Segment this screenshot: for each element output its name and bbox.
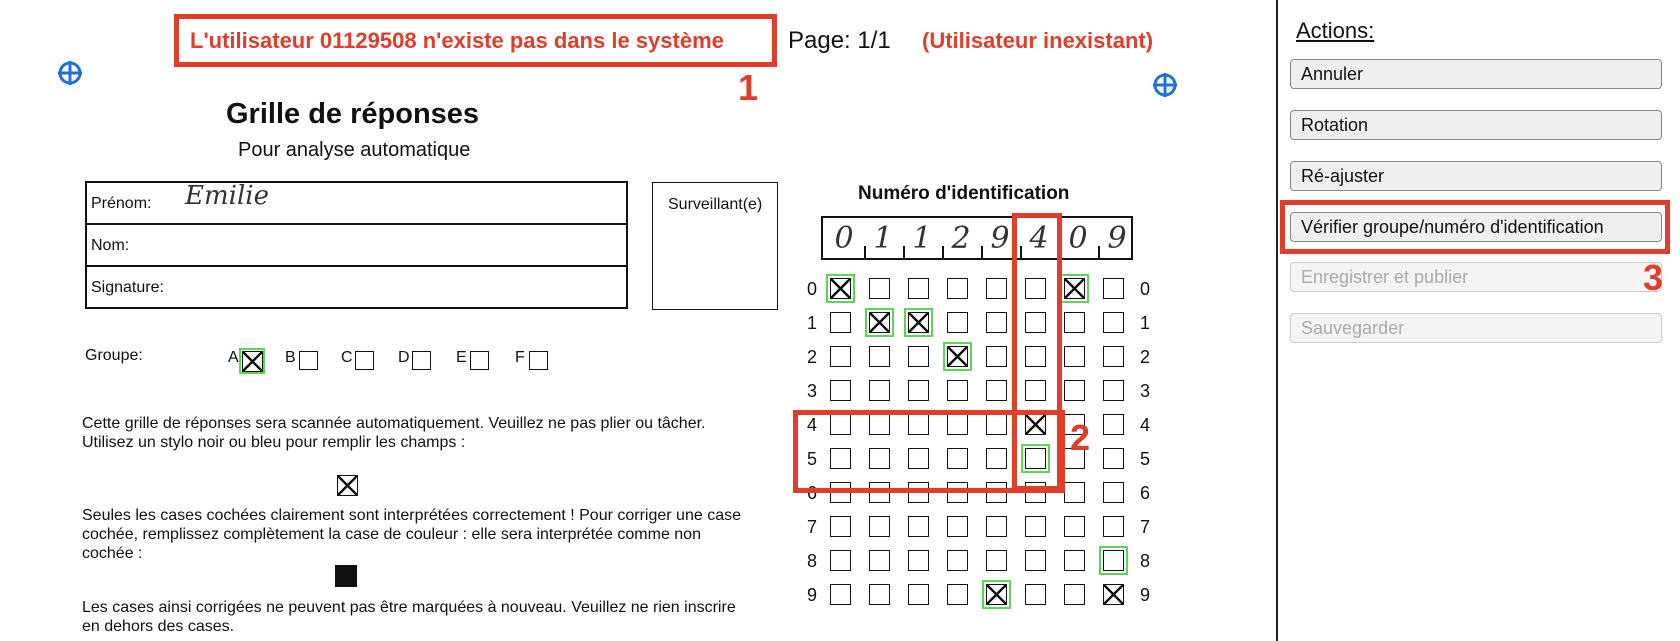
id-bubble xyxy=(869,550,890,571)
id-bubble xyxy=(1025,550,1046,571)
id-bubble xyxy=(986,312,1007,333)
detected-mark-highlight xyxy=(1099,546,1128,575)
id-bubble xyxy=(1064,380,1085,401)
id-digit: 4 xyxy=(1029,221,1049,256)
row-label: 2 xyxy=(806,347,817,367)
id-bubble xyxy=(986,550,1007,571)
status-message: (Utilisateur inexistant) xyxy=(922,28,1154,53)
instruction-line: en dehors des cases. xyxy=(82,618,235,635)
student-info-box xyxy=(85,181,628,309)
save-publish-button[interactable]: Enregistrer et publier xyxy=(1290,262,1662,292)
id-bubble xyxy=(830,516,851,537)
crosshair-icon xyxy=(57,60,83,86)
group-checkbox xyxy=(529,351,548,370)
crosshair-icon xyxy=(1152,72,1178,98)
readjust-button[interactable]: Ré-ajuster xyxy=(1290,161,1662,191)
id-digit-separator xyxy=(981,246,983,258)
sample-checked-box xyxy=(337,475,358,496)
detected-mark-highlight xyxy=(1060,274,1089,303)
row-label: 3 xyxy=(806,381,817,401)
instruction-text xyxy=(82,598,782,636)
instruction-line: cochée, remplissez complètement la case de couleur : elle sera interprétée comme non xyxy=(82,526,701,543)
prenom-row xyxy=(87,183,626,225)
id-bubble xyxy=(908,550,929,571)
id-bubble xyxy=(869,346,890,367)
sheet-subtitle: Pour analyse automatique xyxy=(238,139,471,161)
groupe-label: Groupe: xyxy=(85,347,143,364)
detected-mark-highlight xyxy=(826,274,855,303)
id-digit: 9 xyxy=(990,221,1010,256)
detected-mark-highlight xyxy=(943,342,972,371)
annotation-rows-highlight xyxy=(793,410,1065,493)
nom-row xyxy=(87,225,626,267)
group-option-label: B xyxy=(285,349,296,366)
detected-mark-highlight xyxy=(865,308,894,337)
id-bubble xyxy=(1064,550,1085,571)
id-bubble xyxy=(908,380,929,401)
id-bubble xyxy=(1103,278,1124,299)
prenom-label: Prénom: xyxy=(91,195,152,212)
id-bubble xyxy=(1064,312,1085,333)
id-digit-separator xyxy=(864,246,866,258)
row-label: 7 xyxy=(1139,517,1150,537)
id-digit: 0 xyxy=(834,221,854,256)
row-label: 4 xyxy=(806,415,817,435)
instruction-line: Utilisez un stylo noir ou bleu pour remplir les champs : xyxy=(82,434,466,451)
id-digit-separator xyxy=(1098,246,1100,258)
group-option-label: D xyxy=(398,349,410,366)
row-label: 5 xyxy=(806,449,817,469)
instruction-line: cochée : xyxy=(82,545,143,562)
id-bubble xyxy=(947,380,968,401)
id-digit: 9 xyxy=(1107,221,1127,256)
id-bubble xyxy=(1103,380,1124,401)
id-bubble xyxy=(947,584,968,605)
sheet-title: Grille de réponses xyxy=(226,98,480,130)
id-bubble xyxy=(1103,482,1124,503)
error-message: L'utilisateur 01129508 n'existe pas dans le système xyxy=(190,28,724,53)
id-bubble xyxy=(986,278,1007,299)
row-label: 9 xyxy=(806,585,817,605)
row-label: 8 xyxy=(806,551,817,571)
id-bubble xyxy=(947,550,968,571)
instruction-text xyxy=(82,414,782,452)
detected-mark-highlight xyxy=(239,348,265,374)
id-bubble xyxy=(869,380,890,401)
id-bubble xyxy=(986,346,1007,367)
group-option-label: F xyxy=(515,349,525,366)
annotation-number-2: 2 xyxy=(1070,417,1091,458)
id-bubble xyxy=(1064,516,1085,537)
save-button[interactable]: Sauvegarder xyxy=(1290,313,1662,343)
id-bubble xyxy=(908,346,929,367)
rotate-button[interactable]: Rotation xyxy=(1290,110,1662,140)
id-bubble xyxy=(908,584,929,605)
row-label: 6 xyxy=(806,483,817,503)
row-label: 0 xyxy=(1139,279,1150,299)
annotation-number-1: 1 xyxy=(738,67,759,108)
page-indicator: Page: 1/1 xyxy=(788,27,891,54)
group-checkbox xyxy=(299,351,318,370)
surveillant-label: Surveillant(e) xyxy=(668,196,763,213)
group-option-label: E xyxy=(456,349,467,366)
id-bubble xyxy=(869,584,890,605)
signature-row xyxy=(87,267,626,309)
id-bubble xyxy=(1103,516,1124,537)
signature-label: Signature: xyxy=(91,279,164,296)
instruction-text xyxy=(82,506,782,563)
id-bubble xyxy=(1064,482,1085,503)
annotation-number-3: 3 xyxy=(1643,257,1664,298)
id-title: Numéro d'identification xyxy=(858,183,1070,204)
id-bubble xyxy=(908,516,929,537)
id-bubble xyxy=(947,312,968,333)
id-bubble xyxy=(1064,346,1085,367)
id-bubble xyxy=(1025,584,1046,605)
instruction-line: Cette grille de réponses sera scannée automatiquement. Veuillez ne pas plier ou tâcher. xyxy=(82,415,706,432)
actions-panel xyxy=(1278,0,1680,641)
id-digit: 0 xyxy=(1068,221,1088,256)
detected-mark-highlight xyxy=(904,308,933,337)
verify-id-button[interactable]: Vérifier groupe/numéro d'identification xyxy=(1290,212,1662,242)
id-digit-separator xyxy=(942,246,944,258)
id-bubble-marked xyxy=(1103,584,1124,605)
row-label: 5 xyxy=(1139,449,1150,469)
row-label: 0 xyxy=(806,279,817,299)
row-label: 1 xyxy=(806,313,817,333)
id-bubble xyxy=(1025,516,1046,537)
group-option-label: A xyxy=(228,349,239,366)
nom-label: Nom: xyxy=(91,237,130,254)
row-label: 6 xyxy=(1139,483,1150,503)
id-bubble xyxy=(1103,312,1124,333)
detected-mark-highlight xyxy=(982,580,1011,609)
group-checkbox xyxy=(355,351,374,370)
id-bubble xyxy=(908,278,929,299)
id-bubble xyxy=(986,516,1007,537)
row-label: 4 xyxy=(1139,415,1150,435)
id-bubble xyxy=(947,516,968,537)
id-digit-separator xyxy=(903,246,905,258)
row-label: 9 xyxy=(1139,585,1150,605)
id-bubble xyxy=(1064,584,1085,605)
group-checkbox xyxy=(412,351,431,370)
cancel-button[interactable]: Annuler xyxy=(1290,59,1662,89)
id-bubble xyxy=(986,380,1007,401)
row-label: 2 xyxy=(1139,347,1150,367)
id-digit: 1 xyxy=(873,221,893,256)
id-bubble xyxy=(830,380,851,401)
id-digit: 2 xyxy=(951,221,971,256)
row-label: 1 xyxy=(1139,313,1150,333)
id-bubble xyxy=(1103,448,1124,469)
row-label: 3 xyxy=(1139,381,1150,401)
group-checkbox xyxy=(470,351,489,370)
id-bubble xyxy=(1103,346,1124,367)
id-bubble xyxy=(830,312,851,333)
sample-filled-box xyxy=(335,565,357,587)
id-bubble xyxy=(830,584,851,605)
instruction-line: Seules les cases cochées clairement sont interprétées correctement ! Pour corriger une case xyxy=(82,507,741,524)
id-bubble xyxy=(947,278,968,299)
id-digit: 1 xyxy=(912,221,932,256)
row-label: 7 xyxy=(806,517,817,537)
id-bubble xyxy=(869,278,890,299)
row-label: 8 xyxy=(1139,551,1150,571)
id-bubble xyxy=(869,516,890,537)
group-option-label: C xyxy=(341,349,353,366)
actions-title: Actions: xyxy=(1296,18,1375,43)
prenom-value: Emilie xyxy=(185,181,269,211)
instruction-line: Les cases ainsi corrigées ne peuvent pas être marquées à nouveau. Veuillez ne rien inscrire xyxy=(82,599,736,616)
id-bubble xyxy=(830,346,851,367)
id-bubble xyxy=(1103,414,1124,435)
id-bubble xyxy=(830,550,851,571)
